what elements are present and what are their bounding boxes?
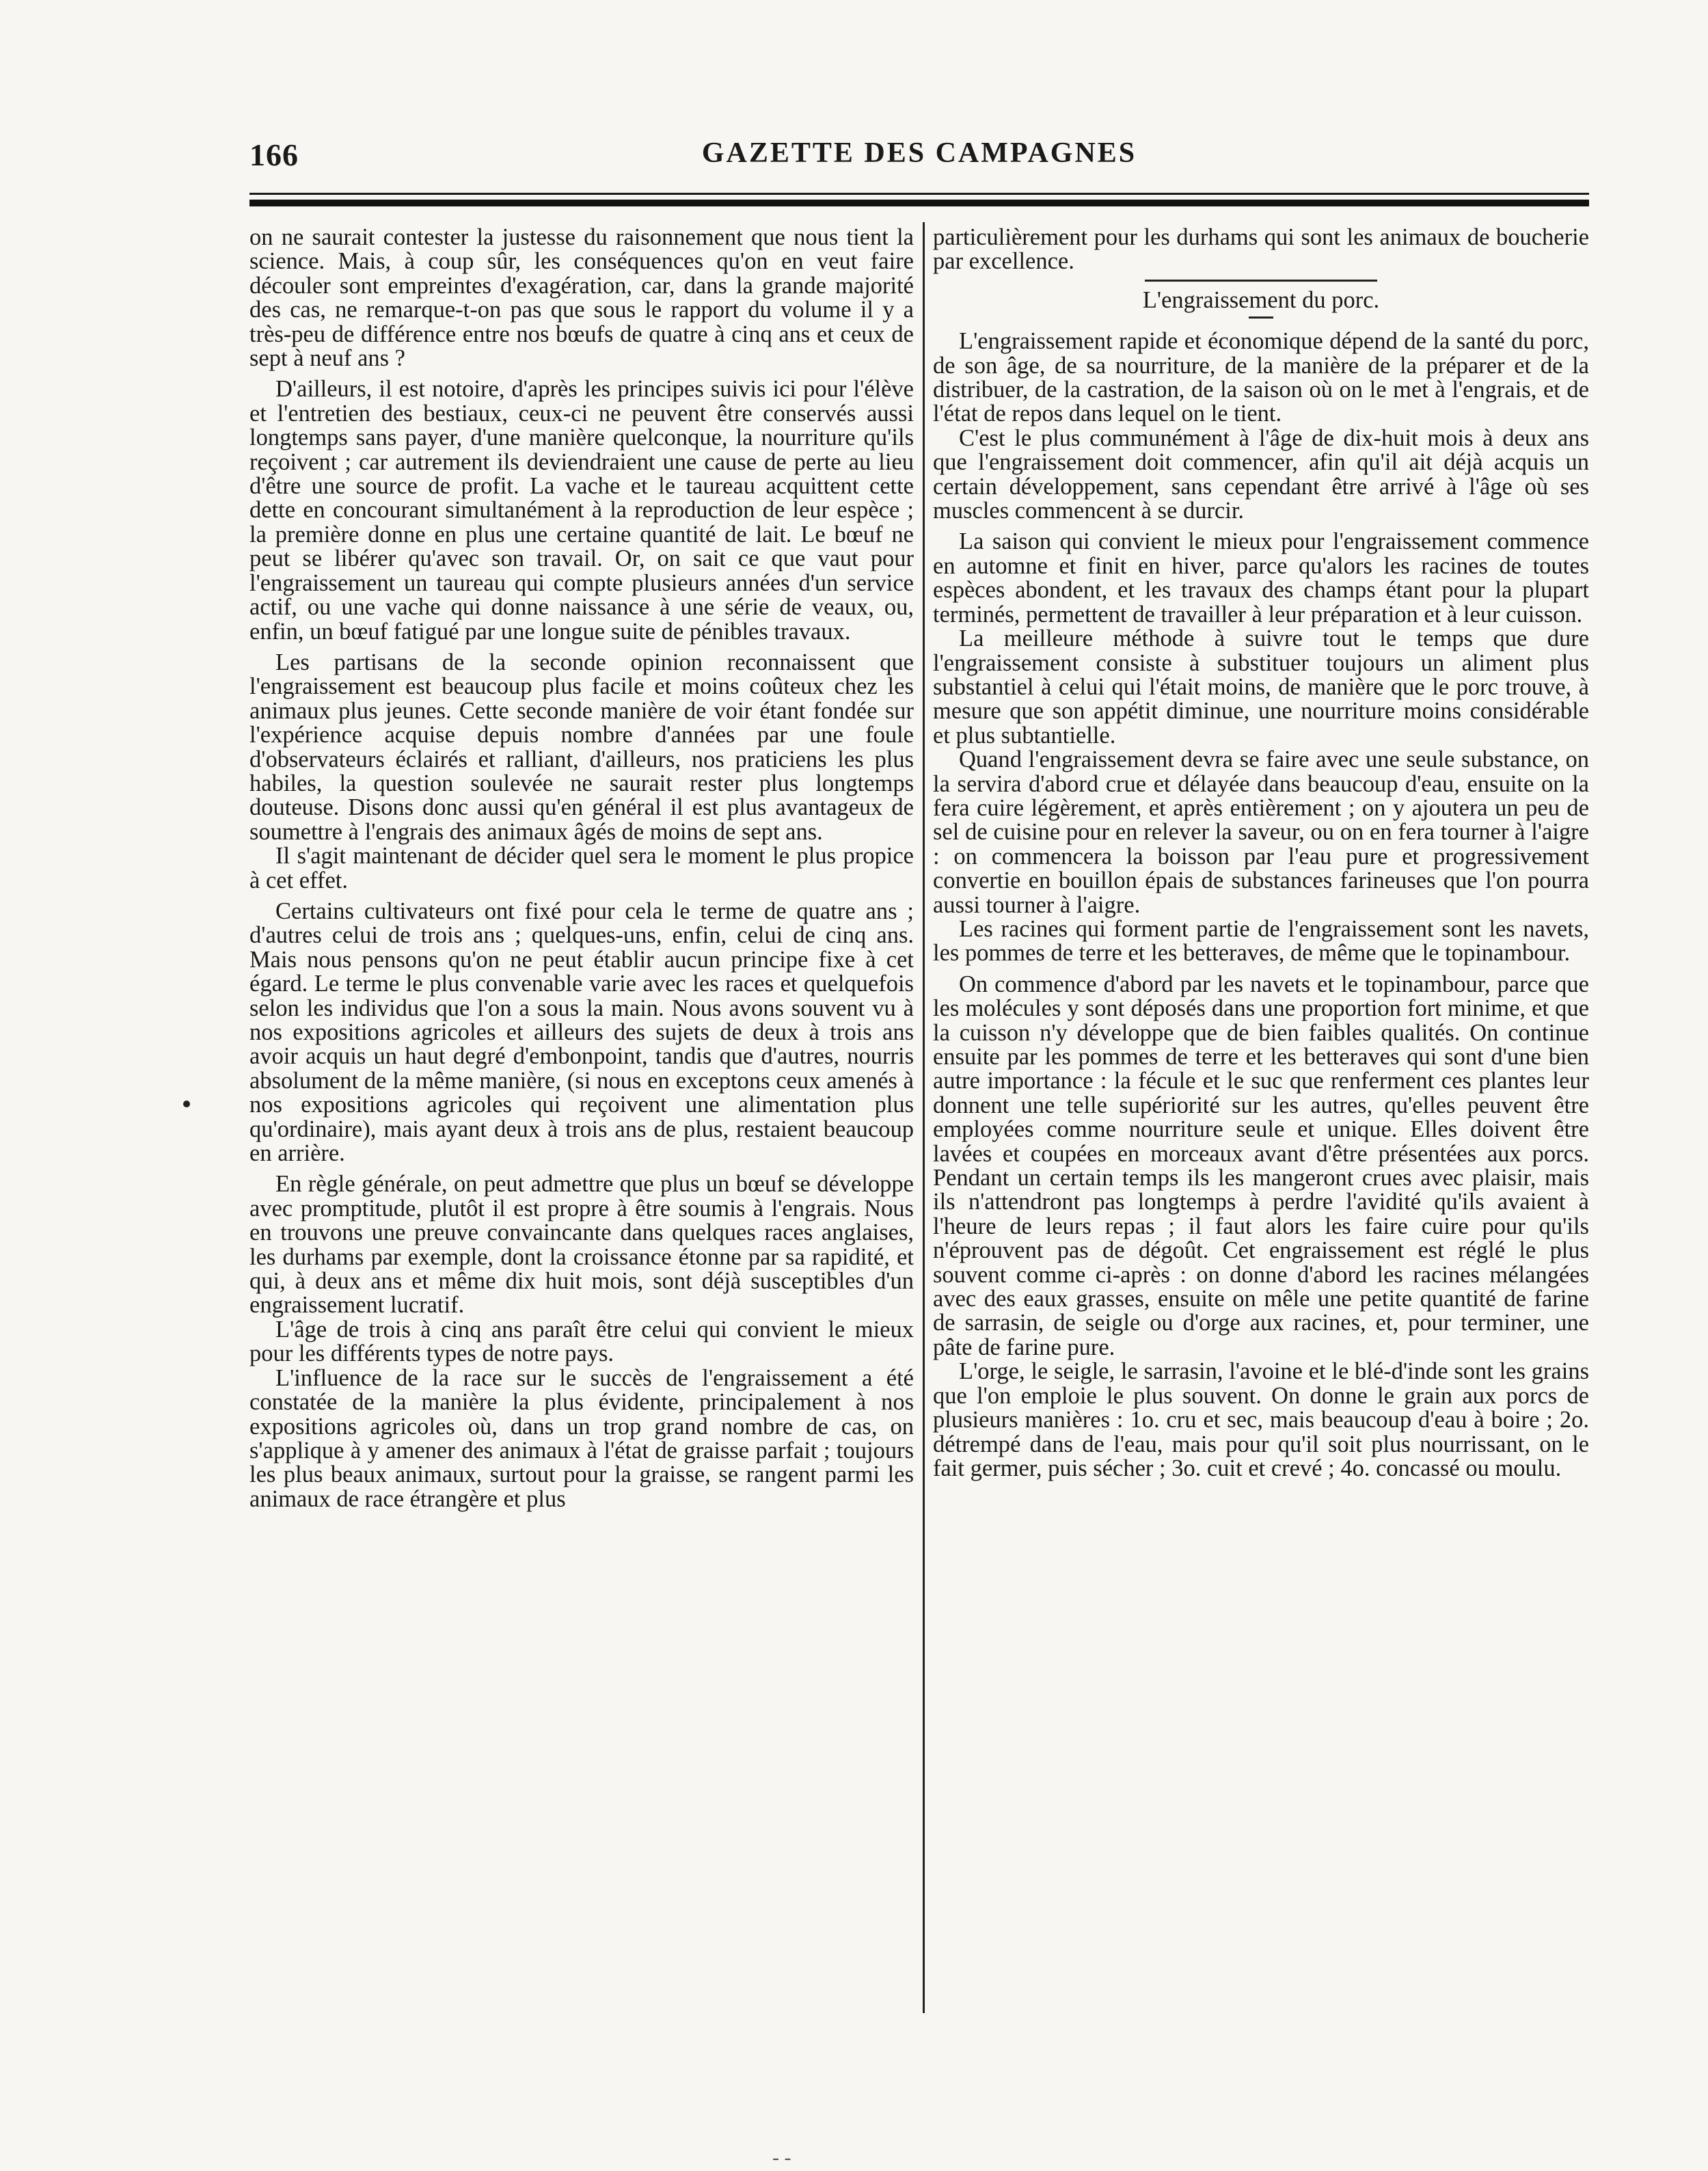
section-divider (1145, 280, 1377, 282)
paragraph: L'engraissement rapide et économique dépend de la santé du porc, de son âge, de sa nourriture, de la manière de la préparer et de la distribuer, de la castration, de la saison où on le met à l'engrais, et de l'état de repos dans lequel on le tient. (933, 328, 1589, 427)
running-title: GAZETTE DES CAMPAGNES (701, 137, 1137, 169)
paragraph: Les racines qui forment partie de l'engraissement sont les navets, les pommes de terre et les betteraves, de même que le topinambour. (933, 915, 1589, 967)
page-number: 166 (249, 137, 299, 172)
paragraph: on ne saurait contester la justesse du raisonnement que nous tient la science. Mais, à coup sûr, les conséquences qu'on en veut faire découler sont empreintes d'exagération, car, dans la grande majorité des cas, ne remarque-t-on pas que sous le rapport du volume il y a très-peu de différence entre nos bœufs de quatre à cinq ans et ceux de sept à neuf ans ? (249, 224, 914, 372)
paragraph: En règle générale, on peut admettre que plus un bœuf se développe avec promptitude, plutôt il est propre à être soumis à l'engrais. Nous en trouvons une preuve convaincante dans quelques races anglaises, les durhams par exemple, dont la croissance étonne par sa rapidité, et qui, à deux ans et même dix huit mois, sont déjà susceptibles d'un engraissement lucratif. (249, 1171, 914, 1319)
paragraph: L'orge, le seigle, le sarrasin, l'avoine et le blé-d'inde sont les grains que l'on emploie le plus souvent. On donne le grain aux porcs de plusieurs manières : 1o. cru et sec, mais beaucoup d'eau à boire ; 2o. détrempé dans de l'eau, mais pour qu'il soit plus nourrissant, on le fait germer, puis sécher ; 3o. cuit et crevé ; 4o. concassé ou moulu. (933, 1358, 1589, 1481)
header-rule-thick (249, 200, 1589, 206)
left-column (249, 226, 914, 1511)
paragraph: On commence d'abord par les navets et le topinambour, parce que les molécules y sont déposés dans une proportion fort minime, et que la cuisson n'y développe que de bien faibles qualités. On continue ensuite par les pommes de terre et les betteraves qui sont d'une bien autre importance : la fécule et le suc que renferment ces plantes leur donnent une telle supériorité sur les autres, qu'elles peuvent être employées comme nourriture seule et unique. Elles doivent être lavées et coupées en morceaux avant d'être présentées aux porcs. Pendant un certain temps ils les mangeront crues avec plaisir, mais ils n'attendront pas longtemps à perdre l'avidité qu'ils avaient à l'heure de leurs repas ; il faut alors les faire cuire pour qu'ils n'éprouvent pas de dégoût. Cet engraissement est réglé le plus souvent comme ci-après : on donne d'abord les racines mélangées avec des eaux grasses, ensuite on mêle une petite quantité de farine de sarrasin, de seigle ou d'orge aux racines, et, pour terminer, une pâte de farine pure. (933, 971, 1589, 1360)
paragraph: Certains cultivateurs ont fixé pour cela le terme de quatre ans ; d'autres celui de trois ans ; quelques-uns, enfin, celui de cinq ans. Mais nous pensons qu'on ne peut établir aucun principe fixe à cet égard. Le terme le plus convenable varie avec les races et quelquefois selon les individus que l'on a sous la main. Nous avons souvent vu à nos expositions agricoles et ailleurs des sujets de deux à trois ans avoir acquis un haut degré d'embonpoint, tandis que d'autres, nourris absolument de la même manière, (si nous en exceptons ceux amenés à nos expositions agricoles qui reçoivent une alimentation plus qu'ordinaire), mais ayant deux à trois ans de plus, restaient beaucoup en arrière. (249, 898, 914, 1167)
margin-mark (183, 1101, 190, 1107)
column-divider (923, 222, 925, 2013)
paragraph: La saison qui convient le mieux pour l'engraissement commence en automne et finit en hiver, parce qu'alors les racines de toutes espèces abondent, et les travaux des champs étant pour la plupart terminés, permettent de travailler à leur préparation et à leur cuisson. (933, 528, 1589, 628)
paragraph: L'influence de la race sur le succès de l'engraissement a été constatée de la manière la plus évidente, principalement à nos expositions agricoles où, dans un trop grand nombre de cas, on s'applique à y amener des animaux à l'état de graisse parfait ; toujours les plus beaux animaux, surtout pour la graisse, se rangent parmi les animaux de race étrangère et plus (249, 1364, 914, 1512)
right-column (933, 226, 1589, 1481)
section-underline (1249, 316, 1273, 319)
paragraph: D'ailleurs, il est notoire, d'après les principes suivis ici pour l'élève et l'entretien des bestiaux, ceux-ci ne peuvent être conservés aussi longtemps sans payer, d'une manière quelconque, la nourriture qu'ils reçoivent ; car autrement ils deviendraient une cause de perte au lieu d'être une source de profit. La vache et le taureau acquittent cette dette en concourant simultanément à la reproduction de leur espèce ; la première donne en plus une certaine quantité de lait. Le bœuf ne peut se libérer qu'avec son travail. Or, on sait ce que vaut pour l'engraissement un taureau qui compte plusieurs années d'un service actif, ou une vache qui donne naissance à une série de veaux, ou, enfin, un bœuf fatigué par une longue suite de pénibles travaux. (249, 376, 914, 645)
paragraph: Les partisans de la seconde opinion reconnaissent que l'engraissement est beaucoup plus facile et moins coûteux chez les animaux plus jeunes. Cette seconde manière de voir étant fondée sur l'expérience acquise depuis nombre d'années par une foule d'observateurs éclairés et ralliant, d'ailleurs, nos praticiens les plus habiles, la question soulevée ne saurait rester plus longtemps douteuse. Disons donc aussi qu'en général il est plus avantageux de soumettre à l'engrais des animaux âgés de moins de sept ans. (249, 649, 914, 845)
paragraph: Il s'agit maintenant de décider quel sera le moment le plus propice à cet effet. (249, 843, 914, 893)
section-title: L'engraissement du porc. (1142, 286, 1380, 313)
paragraph: C'est le plus communément à l'âge de dix-huit mois à deux ans que l'engraissement doit commencer, afin qu'il ait déjà acquis un certain développement, sans cependant être arrivé à l'âge où ses muscles commencent à se durcir. (933, 424, 1589, 524)
paragraph: Quand l'engraissement devra se faire avec une seule substance, on la servira d'abord crue et délayée dans beaucoup d'eau, ensuite on la fera cuire légèrement, et après entièrement ; on y ajoutera un peu de sel de cuisine pour en relever la saveur, ou on en fera tourner à l'aigre : on commencera la boisson par l'eau pure et progressivement convertie en bouillon épais de substances farineuses que l'on pourra aussi tourner à l'aigre. (933, 746, 1589, 918)
footer-mark: - - (772, 2146, 791, 2169)
page-header (249, 137, 1589, 185)
header-rule-thin (249, 193, 1589, 195)
paragraph: L'âge de trois à cinq ans paraît être celui qui convient le mieux pour les différents types de notre pays. (249, 1316, 914, 1367)
paragraph: La meilleure méthode à suivre tout le temps que dure l'engraissement consiste à substituer toujours un aliment plus substantiel à celui qui l'était moins, de manière que le porc trouve, à mesure que son appétit diminue, une nourriture moins considérable et plus subtantielle. (933, 625, 1589, 749)
paragraph: particulièrement pour les durhams qui sont les animaux de boucherie par excellence. (933, 224, 1589, 275)
